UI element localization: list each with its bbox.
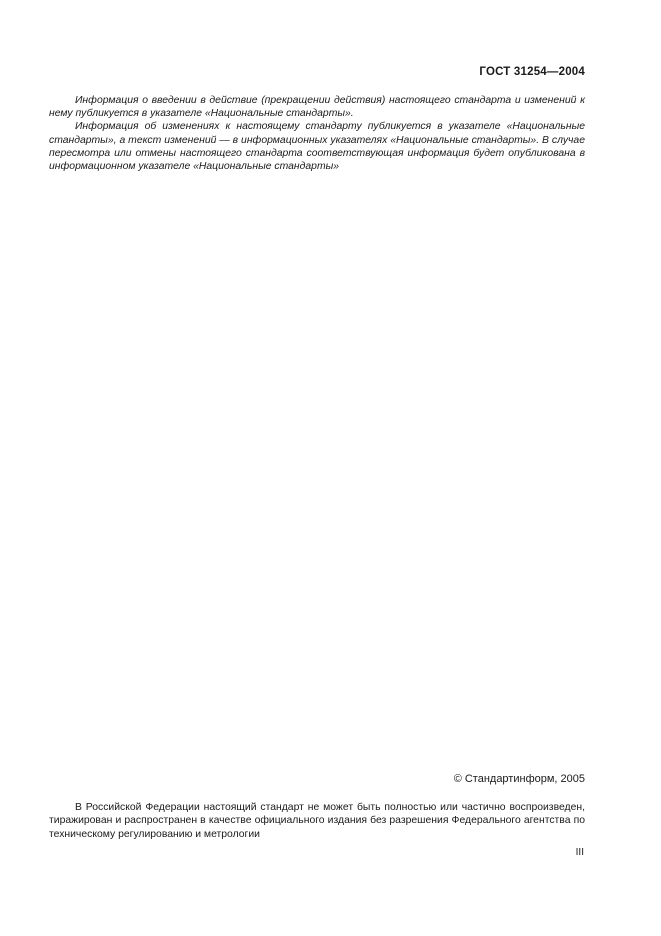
legal-notice: В Российской Федерации настоящий стандарт не может быть полностью или частично воспроизведен, тиражирован и распространен в качестве официального издания без разрешения Федерального агентства по техническому регулированию и метрологии — [49, 802, 585, 840]
copyright-notice: © Стандартинформ, 2005 — [453, 773, 585, 785]
standard-code: ГОСТ 31254—2004 — [479, 66, 585, 78]
legal-notice-block — [49, 801, 585, 841]
page-number: III — [575, 847, 584, 858]
info-paragraph-changes: Информация об изменениях к настоящему стандарту публикуется в указателе «Национальные стандарты», а текст изменений — в информационных указателях «Национальные стандарты». В случае пересмотра или отмены настоящего стандарта соответствующая информация будет опубликована в информационном указателе «Национальные стандарты» — [49, 121, 585, 173]
info-paragraph-introduction: Информация о введении в действие (прекращении действия) настоящего стандарта и изменений к нему публикуется в указателе «Национальные стандарты». — [49, 95, 585, 120]
publication-info — [49, 94, 585, 173]
